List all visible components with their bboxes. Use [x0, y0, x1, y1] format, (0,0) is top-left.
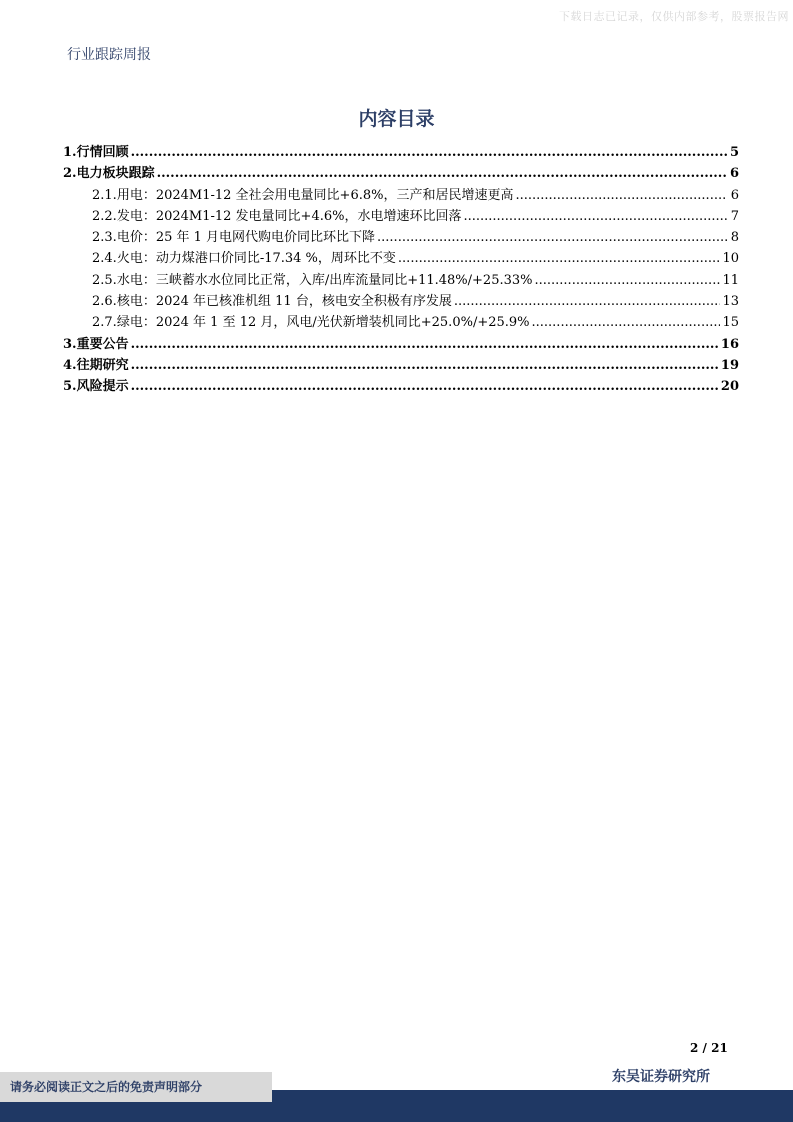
toc-entry-title: 发电：2024M1-12 发电量同比+4.6%，水电增速环比回落: [116, 208, 462, 224]
toc-entry-page: 8: [730, 230, 739, 246]
toc-leader-dots: [377, 230, 727, 245]
toc-entry-number: 1.: [63, 145, 77, 160]
toc-entry-page: 16: [720, 336, 739, 352]
toc-entry-page: 5: [729, 145, 739, 160]
toc-entry[interactable]: [63, 311, 739, 332]
toc-leader-dots: [131, 379, 719, 394]
toc-entry[interactable]: [63, 333, 739, 354]
toc-entry[interactable]: [63, 205, 739, 226]
toc-entry-number: 5.: [63, 379, 77, 395]
toc-entry-title: 行情回顾: [76, 145, 129, 160]
toc-entry-title: 电力板块跟踪: [76, 166, 155, 182]
toc-entry-title: 往期研究: [76, 357, 129, 373]
toc-entry-page: 13: [722, 294, 739, 310]
toc-entry-title: 火电：动力煤港口价同比-17.34 %，周环比不变: [116, 251, 396, 267]
toc-entry-page: 6: [729, 166, 739, 182]
toc-entry[interactable]: [63, 226, 739, 247]
toc-entry-page: 19: [720, 357, 739, 373]
toc-entry[interactable]: [63, 375, 739, 396]
toc-entry-number: 2.4.: [92, 251, 117, 267]
toc-entry-number: 3.: [63, 336, 77, 352]
toc-entry-number: 2.7.: [92, 315, 117, 331]
toc-entry-page: 6: [730, 187, 739, 203]
toc-entry-title: 电价：25 年 1 月电网代购电价同比环比下降: [116, 230, 376, 246]
toc-entry-title: 绿电：2024 年 1 至 12 月，风电/光伏新增装机同比+25.0%/+25.9%: [116, 315, 530, 331]
toc-entry[interactable]: [63, 269, 739, 290]
toc-entry-page: 15: [722, 315, 739, 331]
toc-entry-title: 重要公告: [76, 336, 129, 352]
toc-entry-number: 2.6.: [92, 294, 117, 310]
toc-leader-dots: [131, 337, 719, 352]
toc-leader-dots: [515, 188, 727, 203]
toc-leader-dots: [463, 209, 727, 224]
table-of-contents: [63, 141, 739, 397]
toc-entry-number: 2.1.: [92, 187, 117, 203]
toc-leader-dots: [131, 358, 719, 373]
toc-entry[interactable]: [63, 141, 739, 162]
toc-entry-title: 用电：2024M1-12 全社会用电量同比+6.8%，三产和居民增速更高: [116, 187, 514, 203]
toc-entry[interactable]: [63, 354, 739, 375]
toc-title: 内容目录: [358, 108, 435, 130]
toc-entry[interactable]: [63, 184, 739, 205]
toc-entry[interactable]: [63, 247, 739, 268]
toc-leader-dots: [535, 273, 721, 288]
toc-entry-number: 4.: [63, 357, 77, 373]
toc-entry-page: 20: [720, 379, 739, 395]
footer-bar-left: [0, 1102, 272, 1122]
footer-company-name: 东吴证券研究所: [612, 1069, 710, 1085]
toc-entry[interactable]: [63, 162, 739, 183]
toc-entry-page: 10: [722, 251, 739, 267]
toc-entry-number: 2.5.: [92, 272, 117, 288]
toc-entry-page: 11: [722, 272, 739, 288]
watermark: 下载日志已记录，仅供内部参考，股票报告网: [559, 10, 789, 23]
toc-entry-number: 2.: [63, 166, 77, 182]
toc-entry-page: 7: [730, 208, 739, 224]
toc-leader-dots: [398, 251, 721, 266]
footer-disclaimer: 请务必阅读正文之后的免责声明部分: [0, 1072, 272, 1102]
page-number: 2 / 21: [690, 1041, 728, 1055]
toc-entry-number: 2.2.: [92, 208, 117, 224]
toc-leader-dots: [532, 315, 721, 330]
toc-entry-number: 2.3.: [92, 230, 117, 246]
toc-leader-dots: [131, 145, 727, 160]
toc-leader-dots: [454, 294, 721, 309]
footer-bar: [272, 1090, 793, 1122]
toc-entry-title: 核电：2024 年已核准机组 11 台，核电安全积极有序发展: [116, 294, 452, 310]
toc-entry[interactable]: [63, 290, 739, 311]
toc-leader-dots: [157, 166, 727, 181]
toc-entry-title: 水电：三峡蓄水水位同比正常，入库/出库流量同比+11.48%/+25.33%: [116, 272, 533, 288]
toc-entry-title: 风险提示: [76, 379, 129, 395]
report-type-header: 行业跟踪周报: [67, 47, 151, 63]
